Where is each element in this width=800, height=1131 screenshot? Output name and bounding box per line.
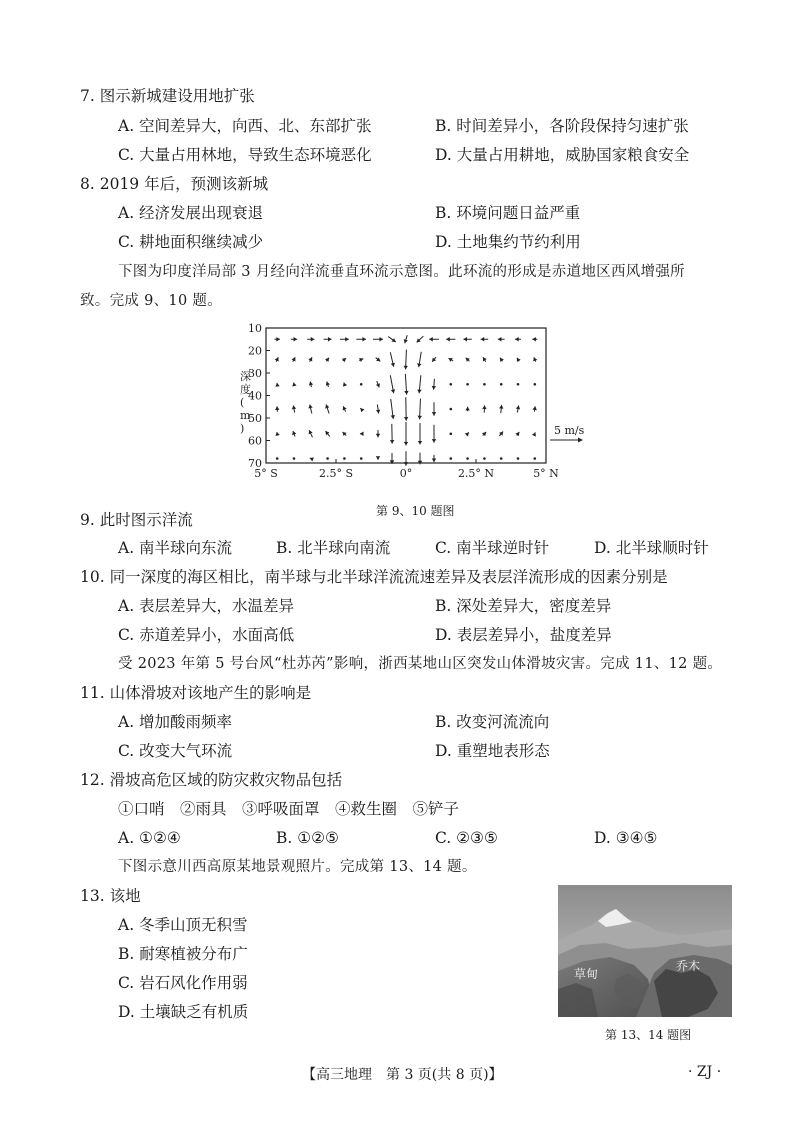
page-footer: 【高三地理 第 3 页(共 8 页)】: [302, 1067, 503, 1083]
vector-arrow-head: [360, 432, 364, 436]
vector-arrow-head: [432, 412, 436, 416]
vector-arrow: [500, 383, 503, 386]
vector-arrow: [466, 383, 469, 386]
q11-option-b: B. 改变河流流向: [435, 713, 550, 731]
vector-arrow: [483, 357, 487, 362]
vector-arrow: [388, 337, 396, 342]
q8-option-c: C. 耕地面积继续减少: [118, 233, 264, 251]
vector-arrow: [343, 457, 346, 460]
y-tick-label: 70: [248, 457, 262, 470]
vector-arrow: [498, 337, 505, 341]
q10-option-c: C. 赤道差异小，水面高低: [118, 626, 295, 644]
vector-arrow: [448, 358, 453, 362]
vector-arrow: [376, 456, 380, 460]
q11-option-a: A. 增加酸雨频率: [118, 713, 233, 731]
vector-arrow: [308, 357, 312, 362]
vector-arrow-head: [482, 432, 486, 436]
vector-arrow: [275, 383, 279, 387]
y-tick-label: 20: [248, 344, 262, 358]
x-tick-label: 2.5° N: [457, 467, 495, 480]
x-tick-label: 0°: [399, 467, 413, 480]
vector-arrow: [483, 457, 486, 460]
vector-arrow-head: [463, 337, 467, 341]
vector-arrow-head: [404, 417, 408, 421]
vector-arrow: [517, 358, 521, 362]
vector-arrow: [466, 457, 469, 460]
vector-arrow: [326, 457, 329, 460]
x-tick-label: 2.5° S: [318, 467, 354, 480]
vector-arrow-head: [465, 407, 469, 411]
vector-arrow: [516, 405, 520, 412]
vector-arrow: [376, 405, 380, 414]
vector-arrow-head: [429, 337, 433, 341]
vector-arrow-head: [418, 441, 422, 445]
vector-arrow-head: [275, 432, 279, 436]
scale-arrow-head: [578, 438, 583, 443]
photo-label-trees: 乔木: [676, 959, 701, 973]
footer-code: · ZJ ·: [688, 1064, 722, 1080]
q8-option-a: A. 经济发展出现衰退: [118, 204, 264, 222]
vector-arrow: [450, 457, 453, 460]
vector-arrow: [517, 457, 520, 460]
vector-arrow: [418, 399, 422, 420]
vector-arrow-head: [532, 432, 536, 436]
vector-arrow: [417, 336, 424, 342]
vector-arrow-head: [404, 366, 408, 370]
vector-arrow-head: [345, 337, 349, 341]
q7-option-d: D. 大量占用耕地，威胁国家粮食安全: [435, 146, 690, 164]
vector-arrow: [360, 432, 364, 436]
q11-option-c: C. 改变大气环流: [118, 742, 233, 760]
vector-arrow-head: [498, 337, 502, 341]
q11-option-d: D. 重塑地表形态: [435, 742, 550, 760]
q8-stem: 8. 2019 年后，预测该新城: [80, 175, 269, 193]
vector-arrow-head: [391, 363, 395, 367]
vector-arrow: [534, 457, 537, 460]
photo-caption: 第 13、14 题图: [605, 1028, 692, 1042]
vector-arrow: [373, 337, 383, 341]
q8-option-d: D. 土地集约节约利用: [435, 233, 581, 251]
vector-arrow-head: [432, 439, 436, 443]
y-tick-label: 10: [248, 322, 262, 335]
q12-option-c: C. ②③⑤: [435, 829, 498, 847]
vector-arrow-head: [499, 405, 503, 409]
vector-arrow: [404, 335, 408, 343]
q7-option-b: B. 时间差异小，各阶段保持匀速扩张: [435, 117, 689, 135]
vector-arrow: [482, 432, 486, 436]
intro-13-14: 下图示意川西高原某地景观照片。完成第 13、14 题。: [118, 859, 477, 875]
vector-arrow: [432, 425, 436, 443]
intro-9-10-line2: 致。完成 9、10 题。: [80, 293, 222, 309]
vector-arrow: [533, 357, 537, 362]
vector-arrow: [404, 422, 408, 445]
vector-arrow-head: [404, 462, 408, 466]
vector-arrow: [360, 383, 363, 386]
vector-arrow: [343, 432, 347, 436]
vector-arrow-head: [481, 337, 485, 341]
vector-arrow: [517, 383, 520, 386]
vector-arrow: [404, 350, 408, 370]
q8-option-b: B. 环境问题日益严重: [435, 204, 581, 222]
vector-arrow: [532, 406, 536, 411]
vector-arrow-head: [432, 386, 436, 390]
vector-arrow: [534, 383, 537, 386]
vector-arrow-head: [432, 459, 436, 463]
vector-arrow: [343, 406, 347, 411]
x-tick-label: 5° N: [533, 467, 559, 480]
vector-arrow: [515, 432, 519, 436]
q10-stem: 10. 同一深度的海区相比，南半球与北半球洋流流速差异及表层洋流形成的因素分别是: [80, 568, 668, 586]
scale-label: 5 m/s: [554, 424, 585, 437]
vector-arrow: [292, 357, 296, 362]
vector-arrow: [465, 407, 469, 412]
q13-option-a: A. 冬季山顶无积雪: [118, 916, 248, 934]
x-tick-label: 5° S: [254, 467, 278, 480]
vector-arrow: [404, 374, 408, 395]
q7-option-c: C. 大量占用林地，导致生态环境恶化: [118, 146, 372, 164]
y-tick-label: 60: [248, 434, 262, 448]
photo-label-meadow: 草甸: [574, 967, 599, 981]
vector-arrow-head: [309, 382, 313, 386]
vector-arrow: [500, 457, 503, 460]
y-tick-label: 30: [248, 367, 262, 380]
q7-option-a: A. 空间差异大，向西、北、东部扩张: [118, 117, 372, 135]
vector-arrow: [310, 457, 314, 461]
intro-9-10-line1: 下图为印度洋局部 3 月经向洋流垂直环流示意图。此环流的形成是赤道地区西风增强所: [118, 264, 685, 280]
vector-arrow: [324, 337, 332, 341]
vector-arrow-head: [390, 440, 394, 444]
q10-option-b: B. 深处差异大，密度差异: [435, 597, 612, 615]
vector-arrow: [390, 453, 394, 464]
vector-arrow-head: [292, 382, 296, 386]
q13-stem: 13. 该地: [80, 887, 141, 905]
vector-arrow: [499, 432, 503, 437]
vector-arrow: [274, 337, 279, 341]
vector-arrow: [293, 457, 296, 460]
vector-arrow: [482, 405, 486, 412]
q12-option-a: A. ①②④: [118, 829, 181, 847]
vector-arrow: [343, 382, 347, 386]
landscape-photo: [558, 885, 732, 1017]
vector-arrow: [356, 337, 366, 341]
vector-arrow: [340, 337, 349, 341]
q11-stem: 11. 山体滑坡对该地产生的影响是: [80, 684, 312, 702]
vector-arrow-head: [376, 456, 380, 460]
vector-arrow-head: [404, 391, 408, 395]
vector-arrow: [309, 430, 313, 437]
q9-option-c: C. 南半球逆时针: [435, 539, 550, 557]
vector-arrow: [360, 408, 364, 412]
vector-arrow: [500, 358, 504, 362]
vector-arrow-head: [391, 415, 395, 419]
q10-option-d: D. 表层差异小，盐度差异: [435, 626, 612, 644]
vector-arrow: [276, 457, 279, 460]
chart-caption: 第 9、10 题图: [376, 504, 455, 518]
vector-arrow: [450, 432, 453, 435]
vector-arrow: [325, 405, 329, 414]
vector-arrow-head: [376, 434, 380, 438]
q12-option-d: D. ③④⑤: [594, 829, 658, 847]
vector-arrow: [292, 382, 296, 386]
vector-arrow: [359, 358, 363, 362]
vector-arrow: [432, 455, 436, 462]
vector-arrow: [376, 357, 381, 361]
vector-arrow-head: [404, 442, 408, 446]
vector-arrow: [404, 397, 408, 420]
q12-stem: 12. 滑坡高危区域的防灾救灾物品包括: [80, 771, 343, 789]
vector-arrow: [326, 382, 330, 387]
vector-arrow-head: [532, 337, 536, 341]
vector-arrow: [292, 431, 296, 436]
vector-arrow-head: [294, 337, 298, 341]
vector-arrow-head: [328, 337, 332, 341]
vector-arrow: [360, 457, 363, 460]
vector-arrow: [292, 405, 296, 412]
y-tick-label: 40: [248, 389, 262, 403]
vector-arrow: [418, 423, 422, 445]
vector-arrow-head: [311, 337, 315, 341]
ocean-current-chart: [222, 318, 592, 500]
q13-option-b: B. 耐寒植被分布广: [118, 945, 248, 963]
vector-arrow-head: [417, 389, 421, 393]
vector-arrow-head: [418, 416, 422, 420]
q10-option-a: A. 表层差异大，水温差异: [118, 597, 295, 615]
vector-arrow: [432, 402, 436, 416]
q13-option-c: C. 岩石风化作用弱: [118, 974, 248, 992]
vector-arrow: [275, 432, 279, 436]
vector-arrow: [499, 405, 503, 413]
vector-arrow: [515, 337, 521, 341]
vector-arrow: [391, 399, 395, 419]
vector-arrow: [390, 375, 395, 393]
vector-arrow-head: [325, 358, 329, 362]
vector-arrow: [291, 337, 297, 341]
vector-arrow: [450, 408, 453, 411]
vector-arrow-head: [276, 337, 280, 341]
vector-arrow-head: [482, 405, 486, 409]
vector-arrow: [466, 358, 470, 362]
vector-arrow-head: [292, 405, 296, 409]
vector-arrow: [483, 383, 486, 386]
vector-arrow: [376, 430, 380, 437]
vector-arrow-head: [362, 337, 366, 341]
vector-arrow-head: [310, 457, 314, 461]
vector-arrow-head: [515, 337, 519, 341]
vector-arrow: [417, 352, 421, 367]
vector-arrow: [429, 337, 439, 341]
vector-arrow: [432, 357, 436, 362]
vector-arrow-head: [342, 358, 346, 362]
vector-arrow: [450, 383, 453, 386]
q12-option-b: B. ①②⑤: [276, 829, 339, 847]
vector-arrow: [463, 337, 471, 341]
y-tick-label: 50: [248, 412, 262, 425]
y-axis-label: 深度( m ): [240, 370, 251, 435]
vector-arrow: [432, 379, 436, 390]
vector-arrow: [275, 406, 279, 411]
vector-arrow: [326, 431, 330, 436]
vector-arrow: [308, 405, 312, 414]
vector-arrow: [532, 337, 537, 341]
vector-arrow-head: [516, 405, 520, 409]
vector-arrow-head: [391, 389, 395, 393]
vector-arrow: [532, 432, 536, 436]
vector-arrow: [465, 432, 469, 436]
q13-option-d: D. 土壤缺乏有机质: [118, 1003, 249, 1021]
q9-option-b: B. 北半球向南流: [276, 539, 391, 557]
vector-arrow: [309, 382, 313, 387]
vector-arrow-head: [308, 405, 312, 409]
vector-arrow: [325, 358, 329, 362]
vector-arrow: [417, 375, 421, 393]
vector-arrow: [390, 424, 394, 444]
vector-arrow: [342, 358, 346, 362]
vector-arrow-head: [446, 337, 450, 341]
vector-arrow: [390, 352, 395, 366]
vector-arrow: [307, 337, 314, 341]
vector-arrow: [376, 381, 380, 387]
vector-arrow-head: [275, 406, 279, 410]
vector-arrow-head: [360, 408, 364, 412]
vector-arrow-head: [379, 337, 383, 341]
vector-arrow: [446, 337, 455, 341]
q9-option-d: D. 北半球顺时针: [594, 539, 709, 557]
vector-arrow-head: [465, 432, 469, 436]
q7-stem: 7. 图示新城建设用地扩张: [80, 87, 255, 105]
vector-arrow: [275, 357, 279, 362]
q9-stem: 9. 此时图示洋流: [80, 511, 193, 529]
q9-option-a: A. 南半球向东流: [118, 539, 233, 557]
q12-items: ①口哨 ②雨具 ③呼吸面罩 ④救生圈 ⑤铲子: [118, 800, 460, 818]
intro-11-12: 受 2023 年第 5 号台风“杜苏芮”影响，浙西某地山区突发山体滑坡灾害。完成 11、12 题。: [118, 656, 723, 672]
vector-arrow: [481, 337, 489, 341]
